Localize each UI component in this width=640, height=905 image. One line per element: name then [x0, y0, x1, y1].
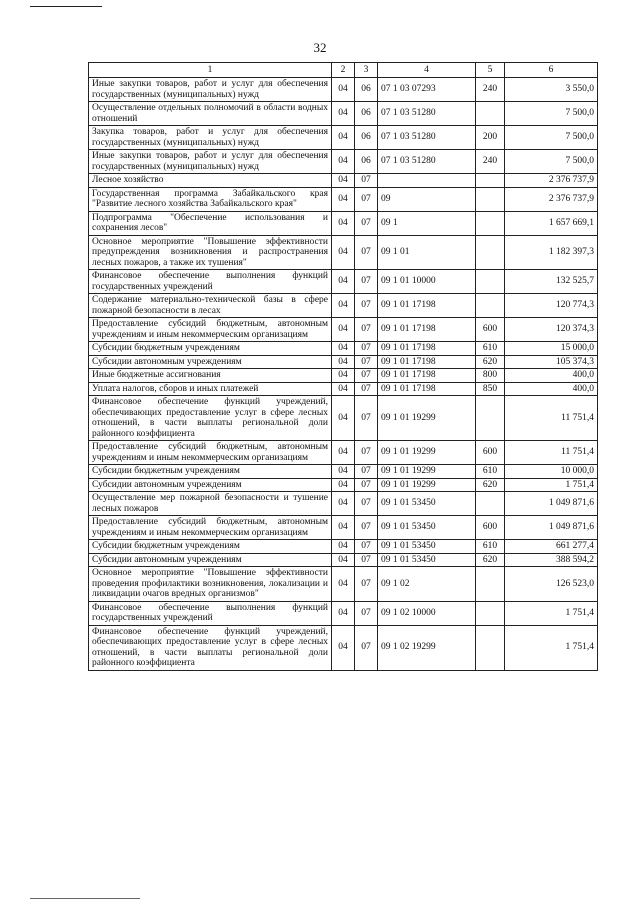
- row-name-cell: Осуществление мер пожарной безопасности и тушение лесных пожаров: [89, 492, 332, 516]
- row-target-code-cell: 09 1 01 17198: [378, 294, 476, 318]
- row-section-cell: 04: [332, 540, 355, 554]
- row-subsection-cell: 06: [355, 102, 378, 126]
- row-section-cell: 04: [332, 601, 355, 625]
- row-target-code-cell: 09 1 02: [378, 567, 476, 602]
- row-name-cell: Иные бюджетные ассигнования: [89, 369, 332, 383]
- row-target-code-cell: 09 1 01 19299: [378, 478, 476, 492]
- row-expense-type-cell: [476, 492, 505, 516]
- row-name-cell: Финансовое обеспечение выполнения функций государственных учреждений: [89, 270, 332, 294]
- table-row: [89, 601, 598, 625]
- row-subsection-cell: 07: [355, 369, 378, 383]
- table-row: [89, 382, 598, 396]
- row-expense-type-cell: 800: [476, 369, 505, 383]
- table-row: [89, 567, 598, 602]
- table-row: [89, 270, 598, 294]
- row-section-cell: 04: [332, 492, 355, 516]
- row-section-cell: 04: [332, 369, 355, 383]
- row-name-cell: Субсидии автономным учреждениям: [89, 355, 332, 369]
- row-name-cell: Предоставление субсидий бюджетным, автономным учреждениям и иным некоммерческим организациям: [89, 441, 332, 465]
- row-subsection-cell: 07: [355, 270, 378, 294]
- row-target-code-cell: 09 1 01 17198: [378, 318, 476, 342]
- row-section-cell: 04: [332, 396, 355, 441]
- row-target-code-cell: 07 1 03 07293: [378, 78, 476, 102]
- row-subsection-cell: 07: [355, 318, 378, 342]
- table-row: [89, 294, 598, 318]
- row-target-code-cell: 09 1 01: [378, 235, 476, 270]
- table-row: [89, 540, 598, 554]
- row-subsection-cell: 07: [355, 625, 378, 670]
- row-name-cell: Подпрограмма "Обеспечение использования и сохранения лесов": [89, 211, 332, 235]
- row-target-code-cell: 09 1 02 19299: [378, 625, 476, 670]
- row-expense-type-cell: 600: [476, 441, 505, 465]
- row-subsection-cell: 07: [355, 294, 378, 318]
- row-section-cell: 04: [332, 174, 355, 188]
- row-subsection-cell: 07: [355, 540, 378, 554]
- budget-table-body: [89, 63, 598, 671]
- row-name-cell: Субсидии автономным учреждениям: [89, 478, 332, 492]
- row-expense-type-cell: 200: [476, 126, 505, 150]
- row-expense-type-cell: 600: [476, 516, 505, 540]
- row-subsection-cell: 07: [355, 516, 378, 540]
- row-expense-type-cell: [476, 102, 505, 126]
- row-section-cell: 04: [332, 516, 355, 540]
- row-amount-cell: 7 500,0: [505, 102, 598, 126]
- row-expense-type-cell: 610: [476, 540, 505, 554]
- row-target-code-cell: 07 1 03 51280: [378, 126, 476, 150]
- row-expense-type-cell: 610: [476, 465, 505, 479]
- bottom-margin-rule: [30, 898, 140, 899]
- row-name-cell: Содержание материально-технической базы в сфере пожарной безопасности в лесах: [89, 294, 332, 318]
- column-header: 2: [332, 63, 355, 78]
- row-name-cell: Основное мероприятие "Повышение эффективности предупреждения возникновения и распространения лесных пожаров, а также их тушения": [89, 235, 332, 270]
- column-header: 5: [476, 63, 505, 78]
- row-expense-type-cell: 600: [476, 318, 505, 342]
- row-amount-cell: 1 751,4: [505, 625, 598, 670]
- row-subsection-cell: 07: [355, 342, 378, 356]
- row-name-cell: Субсидии бюджетным учреждениям: [89, 465, 332, 479]
- row-name-cell: Предоставление субсидий бюджетным, автономным учреждениям и иным некоммерческим организациям: [89, 318, 332, 342]
- row-target-code-cell: 09 1 02 10000: [378, 601, 476, 625]
- row-target-code-cell: 09 1 01 53450: [378, 553, 476, 567]
- row-target-code-cell: 09 1: [378, 211, 476, 235]
- row-subsection-cell: 07: [355, 382, 378, 396]
- row-subsection-cell: 06: [355, 78, 378, 102]
- row-subsection-cell: 06: [355, 126, 378, 150]
- row-section-cell: 04: [332, 318, 355, 342]
- row-expense-type-cell: [476, 211, 505, 235]
- row-name-cell: Финансовое обеспечение функций учреждений, обеспечивающих предоставление услуг в сфере лесных отношений, в части выплаты региональной доли районного коэффициента: [89, 625, 332, 670]
- row-name-cell: Финансовое обеспечение выполнения функций государственных учреждений: [89, 601, 332, 625]
- row-section-cell: 04: [332, 465, 355, 479]
- row-section-cell: 04: [332, 553, 355, 567]
- row-amount-cell: 7 500,0: [505, 126, 598, 150]
- row-expense-type-cell: [476, 235, 505, 270]
- row-name-cell: Государственная программа Забайкальского края "Развитие лесного хозяйства Забайкальского края": [89, 187, 332, 211]
- row-subsection-cell: 07: [355, 174, 378, 188]
- row-amount-cell: 661 277,4: [505, 540, 598, 554]
- budget-table: [88, 62, 598, 671]
- row-amount-cell: 388 594,2: [505, 553, 598, 567]
- row-subsection-cell: 07: [355, 355, 378, 369]
- row-expense-type-cell: 850: [476, 382, 505, 396]
- row-amount-cell: 400,0: [505, 382, 598, 396]
- table-row: [89, 553, 598, 567]
- row-expense-type-cell: [476, 270, 505, 294]
- row-expense-type-cell: 620: [476, 553, 505, 567]
- row-subsection-cell: 07: [355, 187, 378, 211]
- row-expense-type-cell: [476, 174, 505, 188]
- column-header: 3: [355, 63, 378, 78]
- row-subsection-cell: 07: [355, 492, 378, 516]
- row-section-cell: 04: [332, 294, 355, 318]
- row-target-code-cell: 09 1 01 19299: [378, 465, 476, 479]
- table-row: [89, 516, 598, 540]
- row-section-cell: 04: [332, 625, 355, 670]
- column-header: 1: [89, 63, 332, 78]
- row-section-cell: 04: [332, 478, 355, 492]
- table-row: [89, 369, 598, 383]
- row-expense-type-cell: [476, 396, 505, 441]
- row-name-cell: Иные закупки товаров, работ и услуг для обеспечения государственных (муниципальных) нужд: [89, 78, 332, 102]
- row-amount-cell: 2 376 737,9: [505, 187, 598, 211]
- row-amount-cell: 1 751,4: [505, 601, 598, 625]
- column-header: 6: [505, 63, 598, 78]
- row-amount-cell: 15 000,0: [505, 342, 598, 356]
- row-name-cell: Основное мероприятие "Повышение эффективности проведения профилактики возникновения, локализации и ликвидации очагов вредных организмов": [89, 567, 332, 602]
- row-amount-cell: 120 774,3: [505, 294, 598, 318]
- row-amount-cell: 2 376 737,9: [505, 174, 598, 188]
- row-section-cell: 04: [332, 102, 355, 126]
- row-expense-type-cell: 620: [476, 355, 505, 369]
- row-name-cell: Предоставление субсидий бюджетным, автономным учреждениям и иным некоммерческим организациям: [89, 516, 332, 540]
- row-section-cell: 04: [332, 441, 355, 465]
- row-section-cell: 04: [332, 235, 355, 270]
- row-subsection-cell: 07: [355, 235, 378, 270]
- row-amount-cell: 126 523,0: [505, 567, 598, 602]
- row-name-cell: Субсидии бюджетным учреждениям: [89, 342, 332, 356]
- row-expense-type-cell: 620: [476, 478, 505, 492]
- row-amount-cell: 10 000,0: [505, 465, 598, 479]
- row-amount-cell: 1 657 669,1: [505, 211, 598, 235]
- row-expense-type-cell: 240: [476, 78, 505, 102]
- row-target-code-cell: 09 1 01 53450: [378, 516, 476, 540]
- page-number: 32: [313, 40, 327, 55]
- top-margin-rule: [30, 6, 102, 7]
- row-amount-cell: 120 374,3: [505, 318, 598, 342]
- row-target-code-cell: 09 1 01 17198: [378, 382, 476, 396]
- table-row: [89, 187, 598, 211]
- table-row: [89, 102, 598, 126]
- row-subsection-cell: 07: [355, 465, 378, 479]
- row-subsection-cell: 07: [355, 396, 378, 441]
- row-target-code-cell: 09 1 01 17198: [378, 369, 476, 383]
- table-row: [89, 492, 598, 516]
- row-target-code-cell: 09 1 01 17198: [378, 355, 476, 369]
- table-row: [89, 355, 598, 369]
- table-row: [89, 625, 598, 670]
- table-row: [89, 126, 598, 150]
- row-name-cell: Уплата налогов, сборов и иных платежей: [89, 382, 332, 396]
- row-expense-type-cell: 610: [476, 342, 505, 356]
- row-expense-type-cell: [476, 294, 505, 318]
- row-name-cell: Лесное хозяйство: [89, 174, 332, 188]
- row-section-cell: 04: [332, 126, 355, 150]
- table-header-row: [89, 63, 598, 78]
- row-section-cell: 04: [332, 355, 355, 369]
- table-row: [89, 342, 598, 356]
- row-amount-cell: 132 525,7: [505, 270, 598, 294]
- row-target-code-cell: 07 1 03 51280: [378, 150, 476, 174]
- row-target-code-cell: 09 1 01 19299: [378, 441, 476, 465]
- row-target-code-cell: 09: [378, 187, 476, 211]
- row-name-cell: Субсидии бюджетным учреждениям: [89, 540, 332, 554]
- row-target-code-cell: 07 1 03 51280: [378, 102, 476, 126]
- row-subsection-cell: 07: [355, 211, 378, 235]
- row-section-cell: 04: [332, 270, 355, 294]
- table-row: [89, 150, 598, 174]
- row-target-code-cell: [378, 174, 476, 188]
- column-header: 4: [378, 63, 476, 78]
- row-expense-type-cell: [476, 187, 505, 211]
- table-row: [89, 441, 598, 465]
- row-expense-type-cell: [476, 567, 505, 602]
- table-row: [89, 235, 598, 270]
- row-target-code-cell: 09 1 01 53450: [378, 492, 476, 516]
- table-row: [89, 78, 598, 102]
- row-amount-cell: 1 751,4: [505, 478, 598, 492]
- table-row: [89, 318, 598, 342]
- row-amount-cell: 105 374,3: [505, 355, 598, 369]
- row-section-cell: 04: [332, 211, 355, 235]
- row-amount-cell: 11 751,4: [505, 396, 598, 441]
- row-amount-cell: 1 049 871,6: [505, 492, 598, 516]
- row-section-cell: 04: [332, 567, 355, 602]
- row-subsection-cell: 07: [355, 441, 378, 465]
- row-subsection-cell: 06: [355, 150, 378, 174]
- row-amount-cell: 1 182 397,3: [505, 235, 598, 270]
- row-section-cell: 04: [332, 382, 355, 396]
- row-subsection-cell: 07: [355, 601, 378, 625]
- row-name-cell: Осуществление отдельных полномочий в области водных отношений: [89, 102, 332, 126]
- row-section-cell: 04: [332, 150, 355, 174]
- row-expense-type-cell: 240: [476, 150, 505, 174]
- row-subsection-cell: 07: [355, 478, 378, 492]
- row-name-cell: Субсидии автономным учреждениям: [89, 553, 332, 567]
- table-row: [89, 174, 598, 188]
- row-target-code-cell: 09 1 01 53450: [378, 540, 476, 554]
- row-subsection-cell: 07: [355, 567, 378, 602]
- row-name-cell: Закупка товаров, работ и услуг для обеспечения государственных (муниципальных) нужд: [89, 126, 332, 150]
- row-section-cell: 04: [332, 78, 355, 102]
- row-target-code-cell: 09 1 01 10000: [378, 270, 476, 294]
- row-name-cell: Иные закупки товаров, работ и услуг для обеспечения государственных (муниципальных) нужд: [89, 150, 332, 174]
- row-amount-cell: 11 751,4: [505, 441, 598, 465]
- row-amount-cell: 7 500,0: [505, 150, 598, 174]
- table-row: [89, 211, 598, 235]
- row-section-cell: 04: [332, 342, 355, 356]
- row-amount-cell: 1 049 871,6: [505, 516, 598, 540]
- row-name-cell: Финансовое обеспечение функций учреждений, обеспечивающих предоставление услуг в сфере лесных отношений, в части выплаты региональной доли районного коэффициента: [89, 396, 332, 441]
- row-amount-cell: 3 550,0: [505, 78, 598, 102]
- row-amount-cell: 400,0: [505, 369, 598, 383]
- row-expense-type-cell: [476, 601, 505, 625]
- table-row: [89, 478, 598, 492]
- row-subsection-cell: 07: [355, 553, 378, 567]
- row-expense-type-cell: [476, 625, 505, 670]
- table-row: [89, 465, 598, 479]
- row-section-cell: 04: [332, 187, 355, 211]
- row-target-code-cell: 09 1 01 17198: [378, 342, 476, 356]
- table-row: [89, 396, 598, 441]
- row-target-code-cell: 09 1 01 19299: [378, 396, 476, 441]
